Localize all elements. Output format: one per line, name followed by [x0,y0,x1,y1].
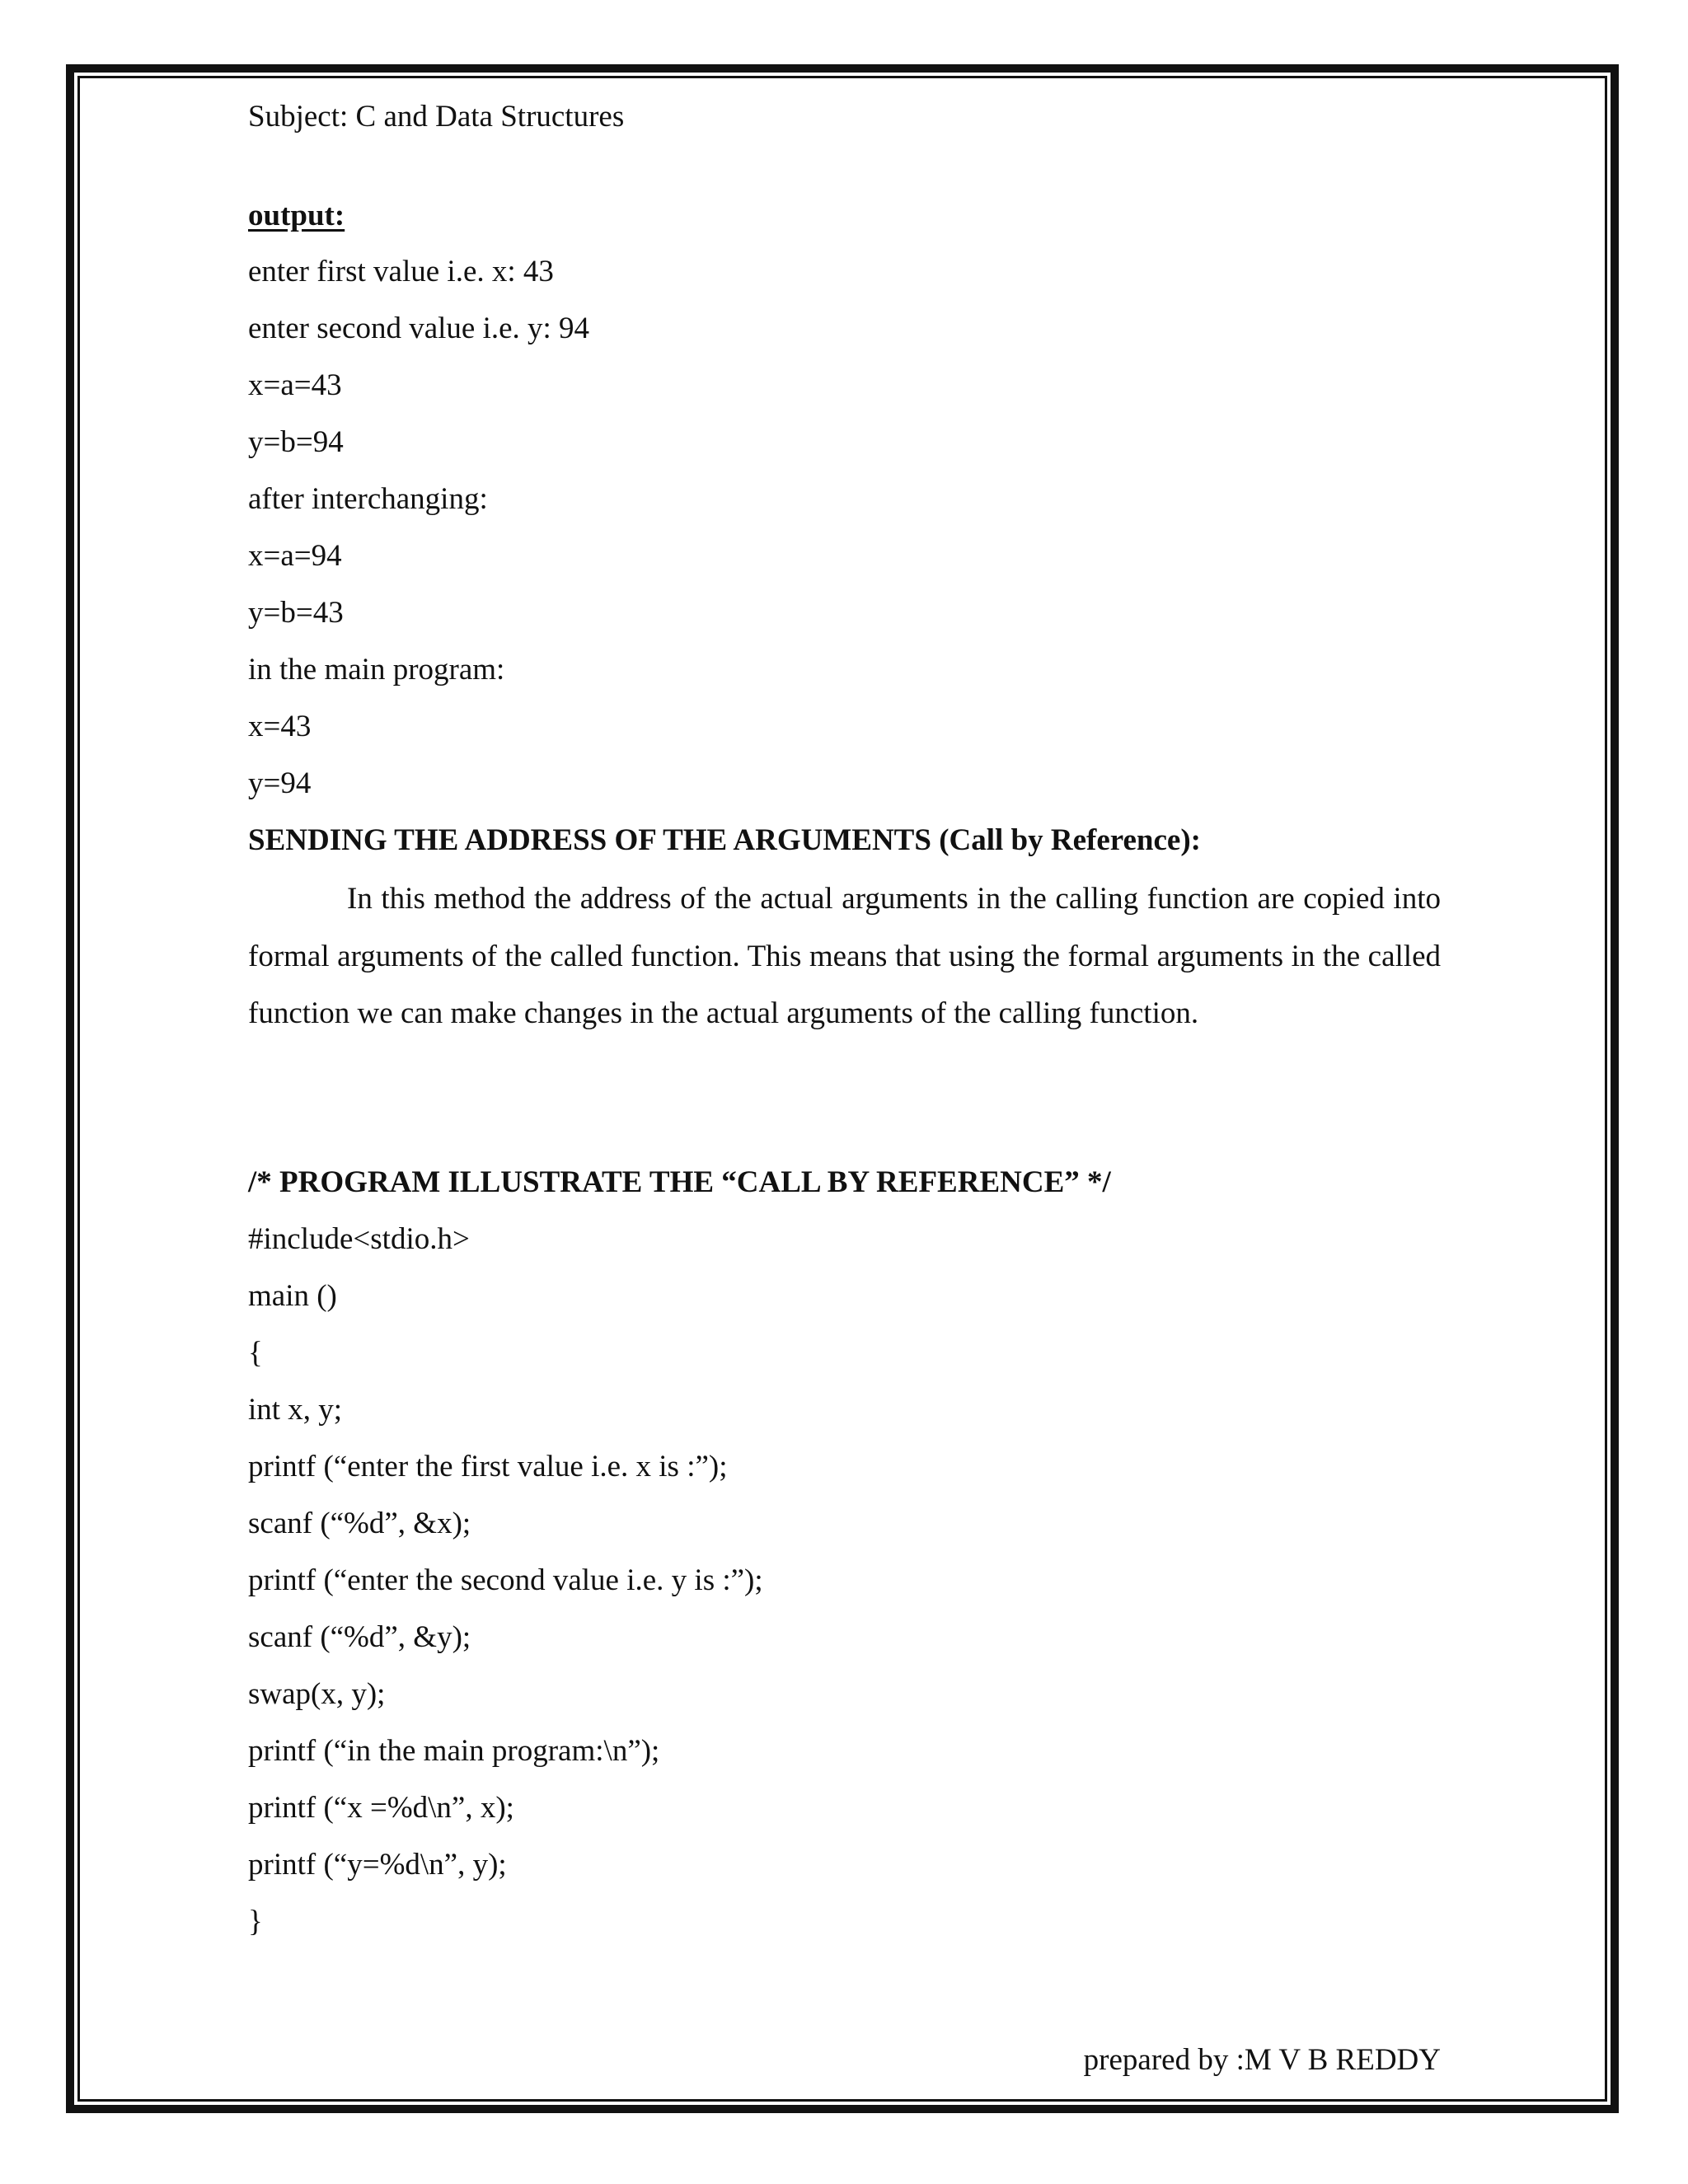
code-line: scanf (“%d”, &y); [248,1620,471,1654]
code-line: printf (“y=%d\n”, y); [248,1848,507,1882]
output-heading: output: [248,199,345,232]
output-line: y=94 [248,766,312,800]
code-line: int x, y; [248,1393,343,1427]
subject-header: Subject: C and Data Structures [248,100,625,134]
code-line: printf (“enter the second value i.e. y is :”); [248,1563,763,1597]
code-line: #include<stdio.h> [248,1222,470,1256]
section-heading: SENDING THE ADDRESS OF THE ARGUMENTS (Call by Reference): [248,823,1201,857]
code-line: main () [248,1279,337,1313]
code-line: { [248,1336,263,1370]
code-line: } [248,1905,263,1938]
code-line: printf (“enter the first value i.e. x is :”); [248,1450,728,1483]
output-line: y=b=43 [248,596,344,630]
output-line: y=b=94 [248,425,344,459]
output-line: x=43 [248,710,312,743]
code-line: printf (“x =%d\n”, x); [248,1791,514,1825]
prepared-by-footer: prepared by :M V B REDDY [1083,2043,1441,2077]
output-line: enter second value i.e. y: 94 [248,312,590,345]
code-line: scanf (“%d”, &x); [248,1507,471,1540]
body-paragraph: In this method the address of the actual arguments in the calling function are copied into formal arguments of the called function. This means that using the formal arguments in the called function we can make changes in the actual arguments of the calling function. [248,882,1441,1030]
output-line: enter first value i.e. x: 43 [248,255,554,288]
output-line: in the main program: [248,653,505,687]
output-line: after interchanging: [248,482,488,516]
output-line: x=a=43 [248,368,342,402]
output-line: x=a=94 [248,539,342,573]
program-title: /* PROGRAM ILLUSTRATE THE “CALL BY REFERENCE” */ [248,1165,1111,1199]
code-line: printf (“in the main program:\n”); [248,1734,660,1768]
document-page [248,0,1441,2184]
code-line: swap(x, y); [248,1677,386,1711]
